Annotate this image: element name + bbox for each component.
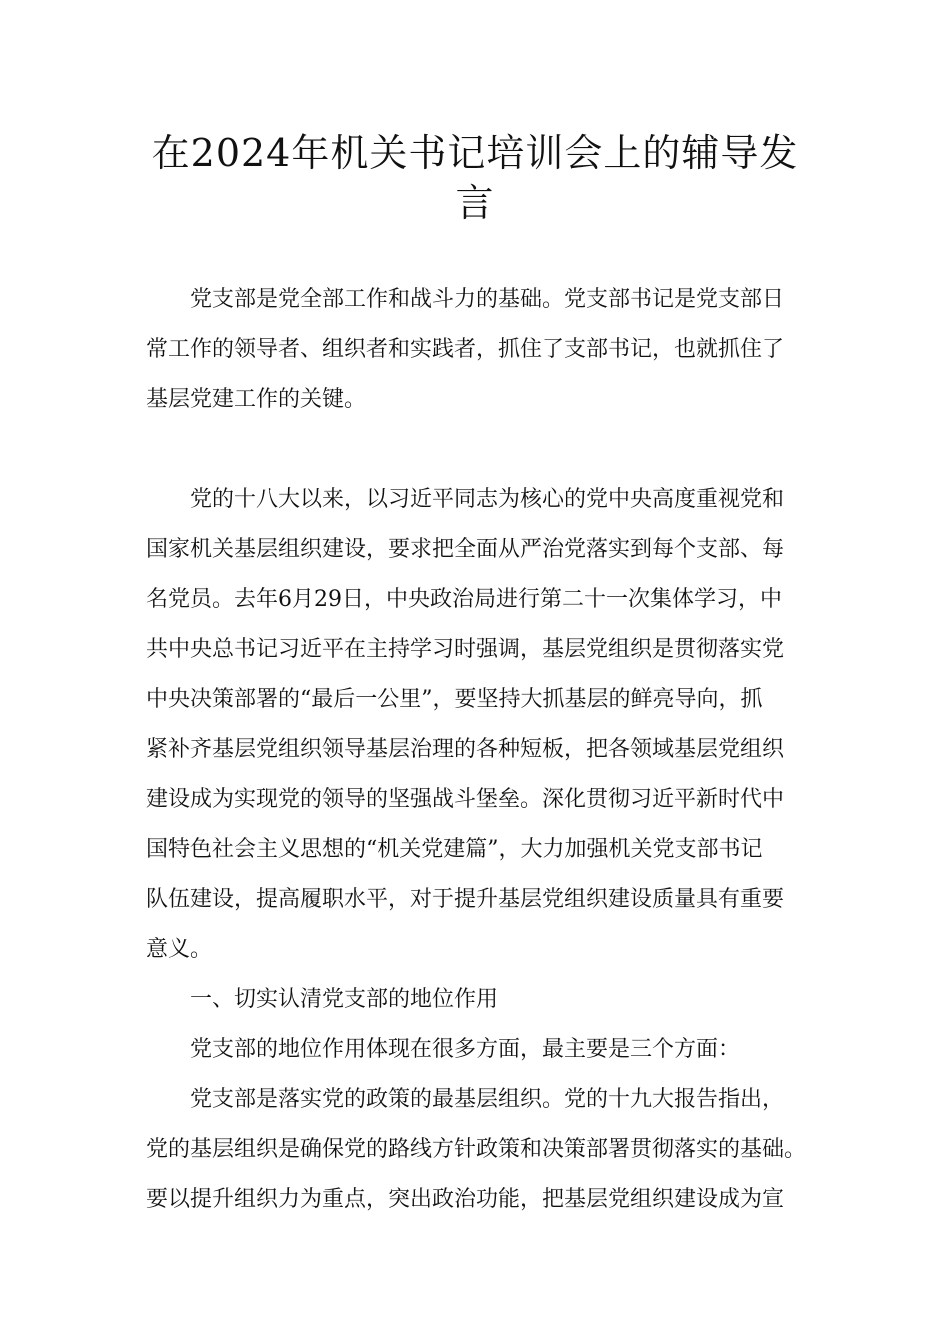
paragraph-4-line-2: 党的基层组织是确保党的路线方针政策和决策部署贯彻落实的基础。 xyxy=(146,1137,807,1162)
paragraph-3-line-1: 党支部的地位作用体现在很多方面，最主要是三个方面： xyxy=(190,1037,741,1062)
paragraph-2-line-5: 中央决策部署的“最后一公里”，要坚持大抓基层的鲜亮导向，抓 xyxy=(146,687,763,712)
paragraph-1-line-2: 常工作的领导者、组织者和实践者，抓住了支部书记，也就抓住了 xyxy=(146,337,785,362)
section-heading-1: 一、切实认清党支部的地位作用 xyxy=(190,987,499,1012)
paragraph-1-line-3: 基层党建工作的关键。 xyxy=(146,387,367,412)
paragraph-2-line-8: 国特色社会主义思想的“机关党建篇”，大力加强机关党支部书记 xyxy=(146,837,763,862)
paragraph-4-line-1: 党支部是落实党的政策的最基层组织。党的十九大报告指出， xyxy=(190,1087,785,1112)
paragraph-1-line-1: 党支部是党全部工作和战斗力的基础。党支部书记是党支部日 xyxy=(190,287,785,312)
paragraph-2-line-2: 国家机关基层组织建设，要求把全面从严治党落实到每个支部、每 xyxy=(146,537,785,562)
document-title-line-1: 在2024年机关书记培训会上的辅导发 xyxy=(151,131,799,175)
document-title xyxy=(140,128,810,228)
paragraph-2-line-1: 党的十八大以来，以习近平同志为核心的党中央高度重视党和 xyxy=(190,487,785,512)
paragraph-2-line-9: 队伍建设，提高履职水平，对于提升基层党组织建设质量具有重要 xyxy=(146,887,785,912)
paragraph-2-line-7: 建设成为实现党的领导的坚强战斗堡垒。深化贯彻习近平新时代中 xyxy=(146,787,785,812)
paragraph-4-line-3: 要以提升组织力为重点，突出政治功能，把基层党组织建设成为宣 xyxy=(146,1187,785,1212)
paragraph-2-line-10: 意义。 xyxy=(146,937,213,962)
paragraph-2-line-3: 名党员。去年6月29日，中央政治局进行第二十一次集体学习，中 xyxy=(146,587,782,612)
document-title-line-2: 言 xyxy=(455,181,495,225)
paragraph-2-line-6: 紧补齐基层党组织领导基层治理的各种短板，把各领域基层党组织 xyxy=(146,737,785,762)
paragraph-2-line-4: 共中央总书记习近平在主持学习时强调，基层党组织是贯彻落实党 xyxy=(146,637,785,662)
